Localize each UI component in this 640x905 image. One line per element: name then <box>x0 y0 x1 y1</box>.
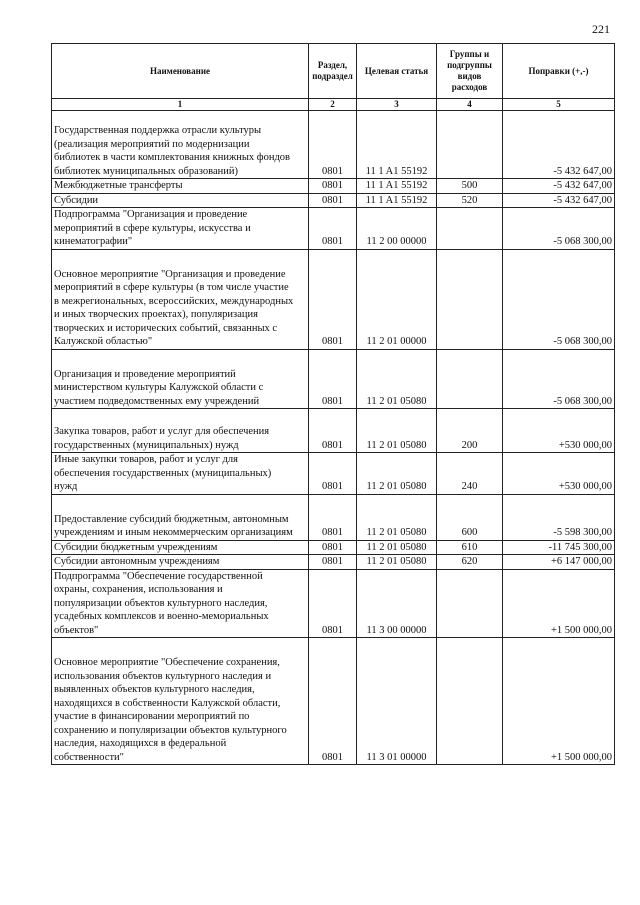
row-amount: -5 432 647,00 <box>503 179 615 194</box>
row-amount: -11 745 300,00 <box>503 540 615 555</box>
table-row <box>52 494 615 540</box>
row-target-article: 11 2 01 05080 <box>357 409 437 453</box>
row-amount: -5 068 300,00 <box>503 349 615 409</box>
table-row <box>52 179 615 194</box>
row-amount: -5 432 647,00 <box>503 193 615 208</box>
row-section: 0801 <box>309 453 357 495</box>
row-section: 0801 <box>309 249 357 349</box>
row-section: 0801 <box>309 349 357 409</box>
row-name: Подпрограмма "Организация и проведение мероприятий в сфере культуры, искусства и кинематографии" <box>52 208 309 250</box>
page-number: 221 <box>592 22 610 36</box>
column-number: 2 <box>309 99 357 111</box>
row-section: 0801 <box>309 638 357 765</box>
row-section: 0801 <box>309 193 357 208</box>
table-row <box>52 349 615 409</box>
row-target-article: 11 2 01 05080 <box>357 540 437 555</box>
row-expense-group <box>437 638 503 765</box>
table-row <box>52 208 615 250</box>
row-section: 0801 <box>309 555 357 570</box>
row-section: 0801 <box>309 208 357 250</box>
column-number-row <box>52 99 615 111</box>
row-amount: -5 432 647,00 <box>503 111 615 179</box>
column-number: 4 <box>437 99 503 111</box>
row-target-article: 11 2 01 05080 <box>357 494 437 540</box>
row-expense-group <box>437 569 503 638</box>
budget-amendments-table <box>51 43 615 765</box>
table-row <box>52 111 615 179</box>
row-amount: -5 068 300,00 <box>503 249 615 349</box>
row-target-article: 11 2 01 05080 <box>357 555 437 570</box>
header-name: Наименование <box>52 44 309 99</box>
table-row <box>52 638 615 765</box>
row-amount: +1 500 000,00 <box>503 638 615 765</box>
row-target-article: 11 1 A1 55192 <box>357 111 437 179</box>
row-section: 0801 <box>309 111 357 179</box>
row-target-article: 11 3 00 00000 <box>357 569 437 638</box>
column-number: 5 <box>503 99 615 111</box>
table-row <box>52 409 615 453</box>
row-section: 0801 <box>309 540 357 555</box>
row-expense-group: 200 <box>437 409 503 453</box>
header-amendments: Поправки (+,-) <box>503 44 615 99</box>
row-expense-group: 600 <box>437 494 503 540</box>
table-row <box>52 453 615 495</box>
row-target-article: 11 3 01 00000 <box>357 638 437 765</box>
row-amount: -5 598 300,00 <box>503 494 615 540</box>
row-amount: +530 000,00 <box>503 409 615 453</box>
row-target-article: 11 2 01 05080 <box>357 349 437 409</box>
row-name: Подпрограмма "Обеспечение государственной охраны, сохранения, использования и популяризации объектов культурного наследия, усадебных комплексов и военно-мемориальных объектов" <box>52 569 309 638</box>
row-name: Иные закупки товаров, работ и услуг для обеспечения государственных (муниципальных) нужд <box>52 453 309 495</box>
row-expense-group: 500 <box>437 179 503 194</box>
row-name: Субсидии бюджетным учреждениям <box>52 540 309 555</box>
row-target-article: 11 1 A1 55192 <box>357 193 437 208</box>
row-name: Основное мероприятие "Обеспечение сохранения, использования объектов культурного наследия и выявленных объектов культурного наследия, находящихся в собственности Калужской области, участие в финансировании мероприятий по сохранению и популяризации объектов культурного наследия, находящихся в федеральной собственности" <box>52 638 309 765</box>
table-row <box>52 555 615 570</box>
row-name: Межбюджетные трансферты <box>52 179 309 194</box>
row-section: 0801 <box>309 494 357 540</box>
row-section: 0801 <box>309 409 357 453</box>
row-target-article: 11 2 00 00000 <box>357 208 437 250</box>
row-name: Государственная поддержка отрасли культуры (реализация мероприятий по модернизации библиотек в части комплектования книжных фондов библиотек муниципальных образований) <box>52 111 309 179</box>
row-name: Организация и проведение мероприятий министерством культуры Калужской области с участием подведомственных ему учреждений <box>52 349 309 409</box>
row-expense-group: 520 <box>437 193 503 208</box>
table-header-row <box>52 44 615 99</box>
table-row <box>52 193 615 208</box>
row-expense-group: 620 <box>437 555 503 570</box>
row-amount: +530 000,00 <box>503 453 615 495</box>
row-expense-group: 610 <box>437 540 503 555</box>
row-target-article: 11 2 01 05080 <box>357 453 437 495</box>
row-expense-group <box>437 208 503 250</box>
row-section: 0801 <box>309 569 357 638</box>
row-expense-group <box>437 349 503 409</box>
row-name: Субсидии <box>52 193 309 208</box>
table-row <box>52 569 615 638</box>
header-groups: Группы и подгруппы видов расходов <box>437 44 503 99</box>
row-target-article: 11 1 A1 55192 <box>357 179 437 194</box>
column-number: 3 <box>357 99 437 111</box>
row-name: Основное мероприятие "Организация и проведение мероприятий в сфере культуры (в том числе участие в межрегиональных, всероссийских, международных и иных творческих проектах), популяризация творческих и исторических событий, связанных с Калужской областью" <box>52 249 309 349</box>
header-section: Раздел, подраздел <box>309 44 357 99</box>
row-target-article: 11 2 01 00000 <box>357 249 437 349</box>
row-amount: +1 500 000,00 <box>503 569 615 638</box>
row-expense-group <box>437 249 503 349</box>
header-target: Целевая статья <box>357 44 437 99</box>
row-amount: -5 068 300,00 <box>503 208 615 250</box>
row-name: Предоставление субсидий бюджетным, автономным учреждениям и иным некоммерческим организациям <box>52 494 309 540</box>
column-number: 1 <box>52 99 309 111</box>
row-name: Закупка товаров, работ и услуг для обеспечения государственных (муниципальных) нужд <box>52 409 309 453</box>
table-row <box>52 249 615 349</box>
table-row <box>52 540 615 555</box>
row-section: 0801 <box>309 179 357 194</box>
row-expense-group: 240 <box>437 453 503 495</box>
row-expense-group <box>437 111 503 179</box>
row-name: Субсидии автономным учреждениям <box>52 555 309 570</box>
row-amount: +6 147 000,00 <box>503 555 615 570</box>
